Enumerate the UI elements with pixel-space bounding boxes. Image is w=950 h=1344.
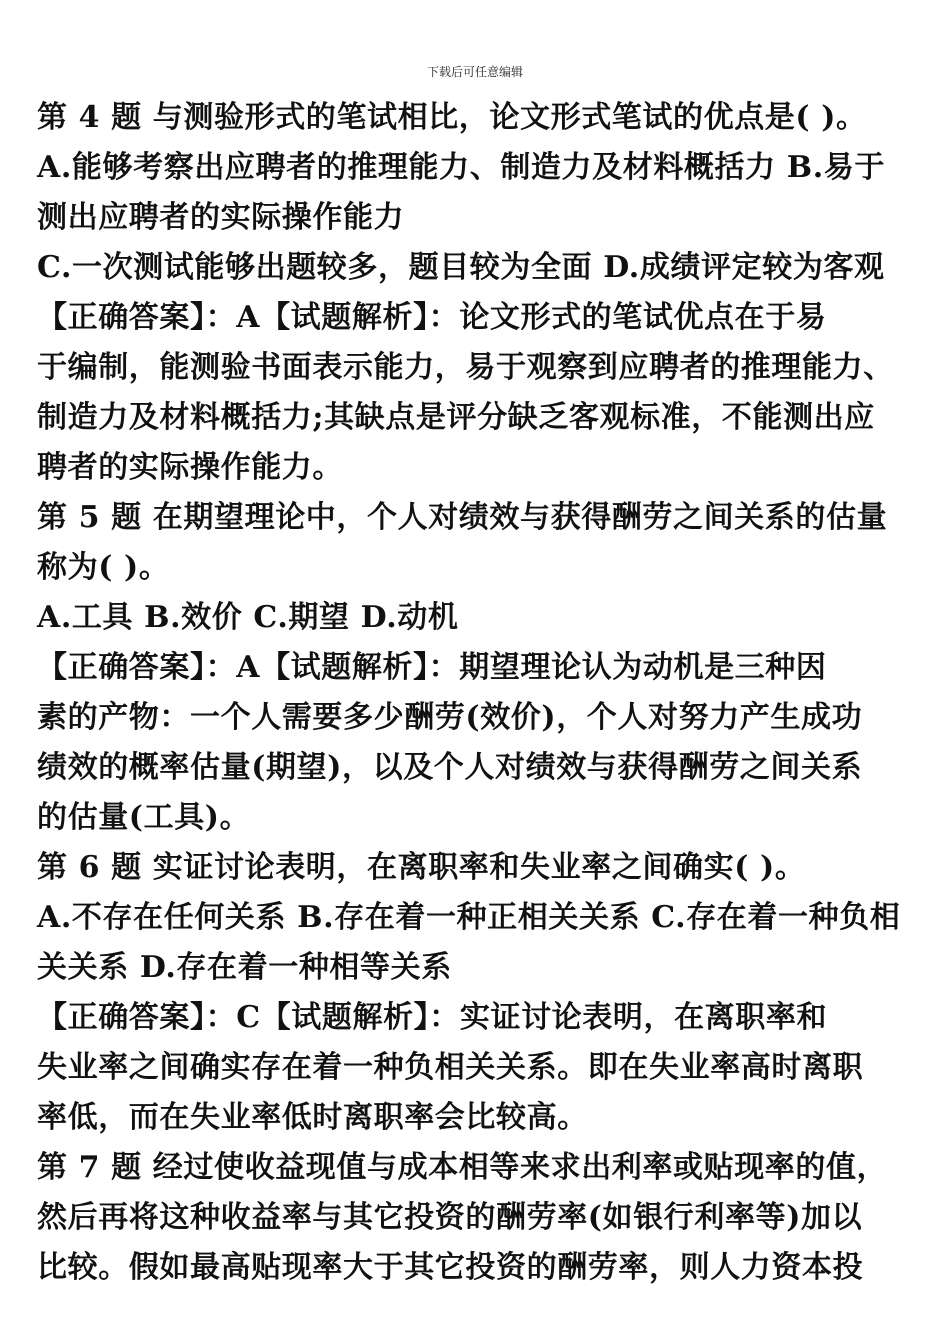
text-line: 率低，而在失业率低时离职率会比较高。 [37,1100,588,1135]
text-line: 失业率之间确实存在着一种负相关关系。即在失业率高时离职 [37,1050,864,1085]
text-line: A.能够考察出应聘者的推理能力、制造力及材料概括力 B.易于 [37,150,885,185]
text-line: 绩效的概率估量(期望)，以及个人对绩效与获得酬劳之间关系 [37,750,863,785]
document-body [37,93,937,1293]
text-line: 于编制，能测验书面表示能力，易于观察到应聘者的推理能力、 [37,350,894,385]
text-line: 第 4 题 与测验形式的笔试相比，论文形式笔试的优点是( )。 [37,100,867,135]
text-line: 【正确答案】：C【试题解析】：实证讨论表明，在离职率和 [37,1000,828,1035]
text-line: C.一次测试能够出题较多，题目较为全面 D.成绩评定较为客观 [37,250,885,285]
text-line: 的估量(工具)。 [37,800,251,835]
header-note: 下载后可任意编辑 [426,65,523,79]
text-line: 第 6 题 实证讨论表明，在离职率和失业率之间确实( )。 [37,850,806,885]
text-line: 关关系 D.存在着一种相等关系 [37,950,452,985]
text-line: 测出应聘者的实际操作能力 [37,200,405,235]
text-line: 称为( )。 [37,550,170,585]
text-line: 比较。假如最高贴现率大于其它投资的酬劳率，则人力资本投 [37,1250,864,1285]
text-line: 【正确答案】：A【试题解析】：期望理论认为动机是三种因 [37,650,827,685]
text-line: A.工具 B.效价 C.期望 D.动机 [37,600,459,635]
text-line: 【正确答案】：A【试题解析】：论文形式的笔试优点在于易 [37,300,827,335]
text-line: 制造力及材料概括力;其缺点是评分缺乏客观标准，不能测出应 [37,400,875,435]
text-line: 第 7 题 经过使收益现值与成本相等来求出利率或贴现率的值， [37,1150,888,1185]
text-line: 聘者的实际操作能力。 [37,450,343,485]
text-line: 然后再将这种收益率与其它投资的酬劳率(如银行利率等)加以 [37,1200,863,1235]
text-line: 第 5 题 在期望理论中，个人对绩效与获得酬劳之间关系的估量 [37,500,888,535]
text-line: 素的产物：一个人需要多少酬劳(效价)，个人对努力产生成功 [37,700,863,735]
text-line: A.不存在任何关系 B.存在着一种正相关关系 C.存在着一种负相 [37,900,901,935]
